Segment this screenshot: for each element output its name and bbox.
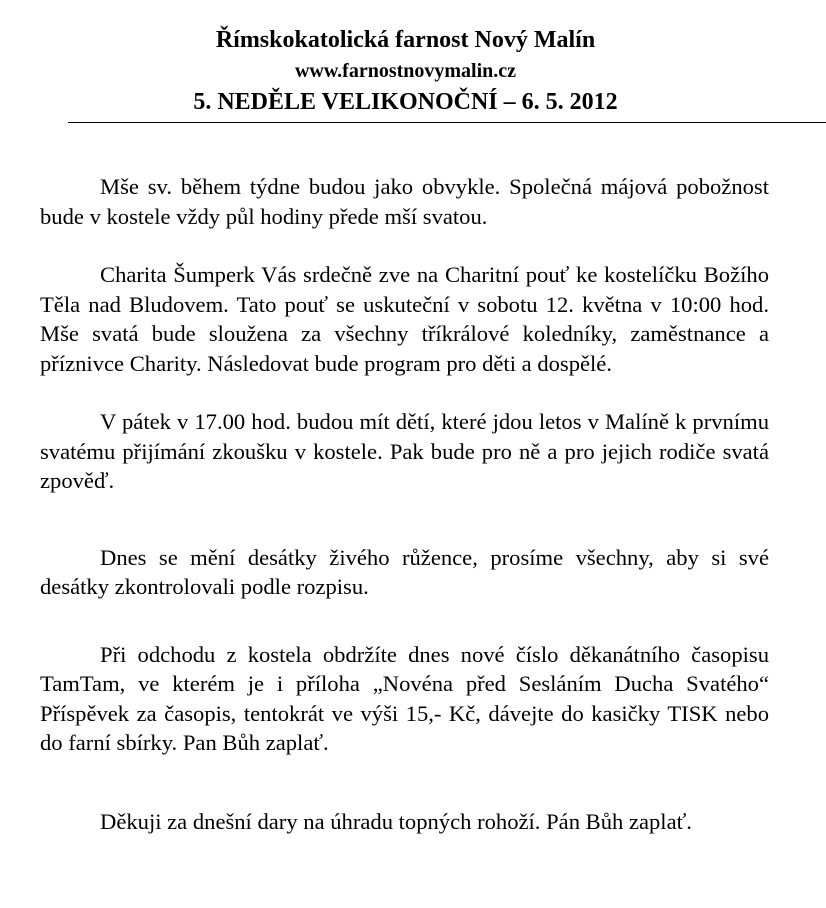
sunday-date-heading: 5. NEDĚLE VELIKONOČNÍ – 6. 5. 2012 <box>193 89 618 115</box>
announcement-paragraph: Dnes se mění desátky živého růžence, prosíme všechny, aby si své desátky zkontrolovali podle rozpisu. <box>40 544 769 599</box>
parish-website: www.farnostnovymalin.cz <box>294 60 517 82</box>
announcement-paragraph: Při odchodu z kostela obdržíte dnes nové číslo děkanátního časopisu TamTam, ve kterém je i příloha „Novéna před Sesláním Ducha Svatého“ Příspěvek za časopis, tentokrát ve výši 15,- Kč, dávejte do kasičky TISK nebo do farní sbírky. Pan Bůh zaplať. <box>40 641 769 755</box>
header-divider <box>68 122 826 123</box>
announcement-paragraph: Děkuji za dnešní dary na úhradu topných rohoží. Pán Bůh zaplať. <box>100 808 692 834</box>
announcement-paragraph: Mše sv. během týdne budou jako obvykle. Společná májová pobožnost bude v kostele vždy půl hodiny přede mší svatou. <box>40 174 769 229</box>
announcement-paragraph: Charita Šumperk Vás srdečně zve na Charitní pouť ke kostelíčku Božího Těla nad Bludovem. Tato pouť se uskuteční v sobotu 12. května v 10:00 hod. Mše svatá bude sloužena za všechny tříkrálové koledníky, zaměstnance a příznivce Charity. Následovat bude program pro děti a dospělé. <box>40 262 769 376</box>
announcement-paragraph: V pátek v 17.00 hod. budou mít dětí, které jdou letos v Malíně k prvnímu svatému přijímání zkoušku v kostele. Pak bude pro ně a pro jejich rodiče svatá zpověď. <box>40 409 769 493</box>
announcements-body <box>40 172 769 836</box>
parish-title: Římskokatolická farnost Nový Malín <box>215 27 596 53</box>
